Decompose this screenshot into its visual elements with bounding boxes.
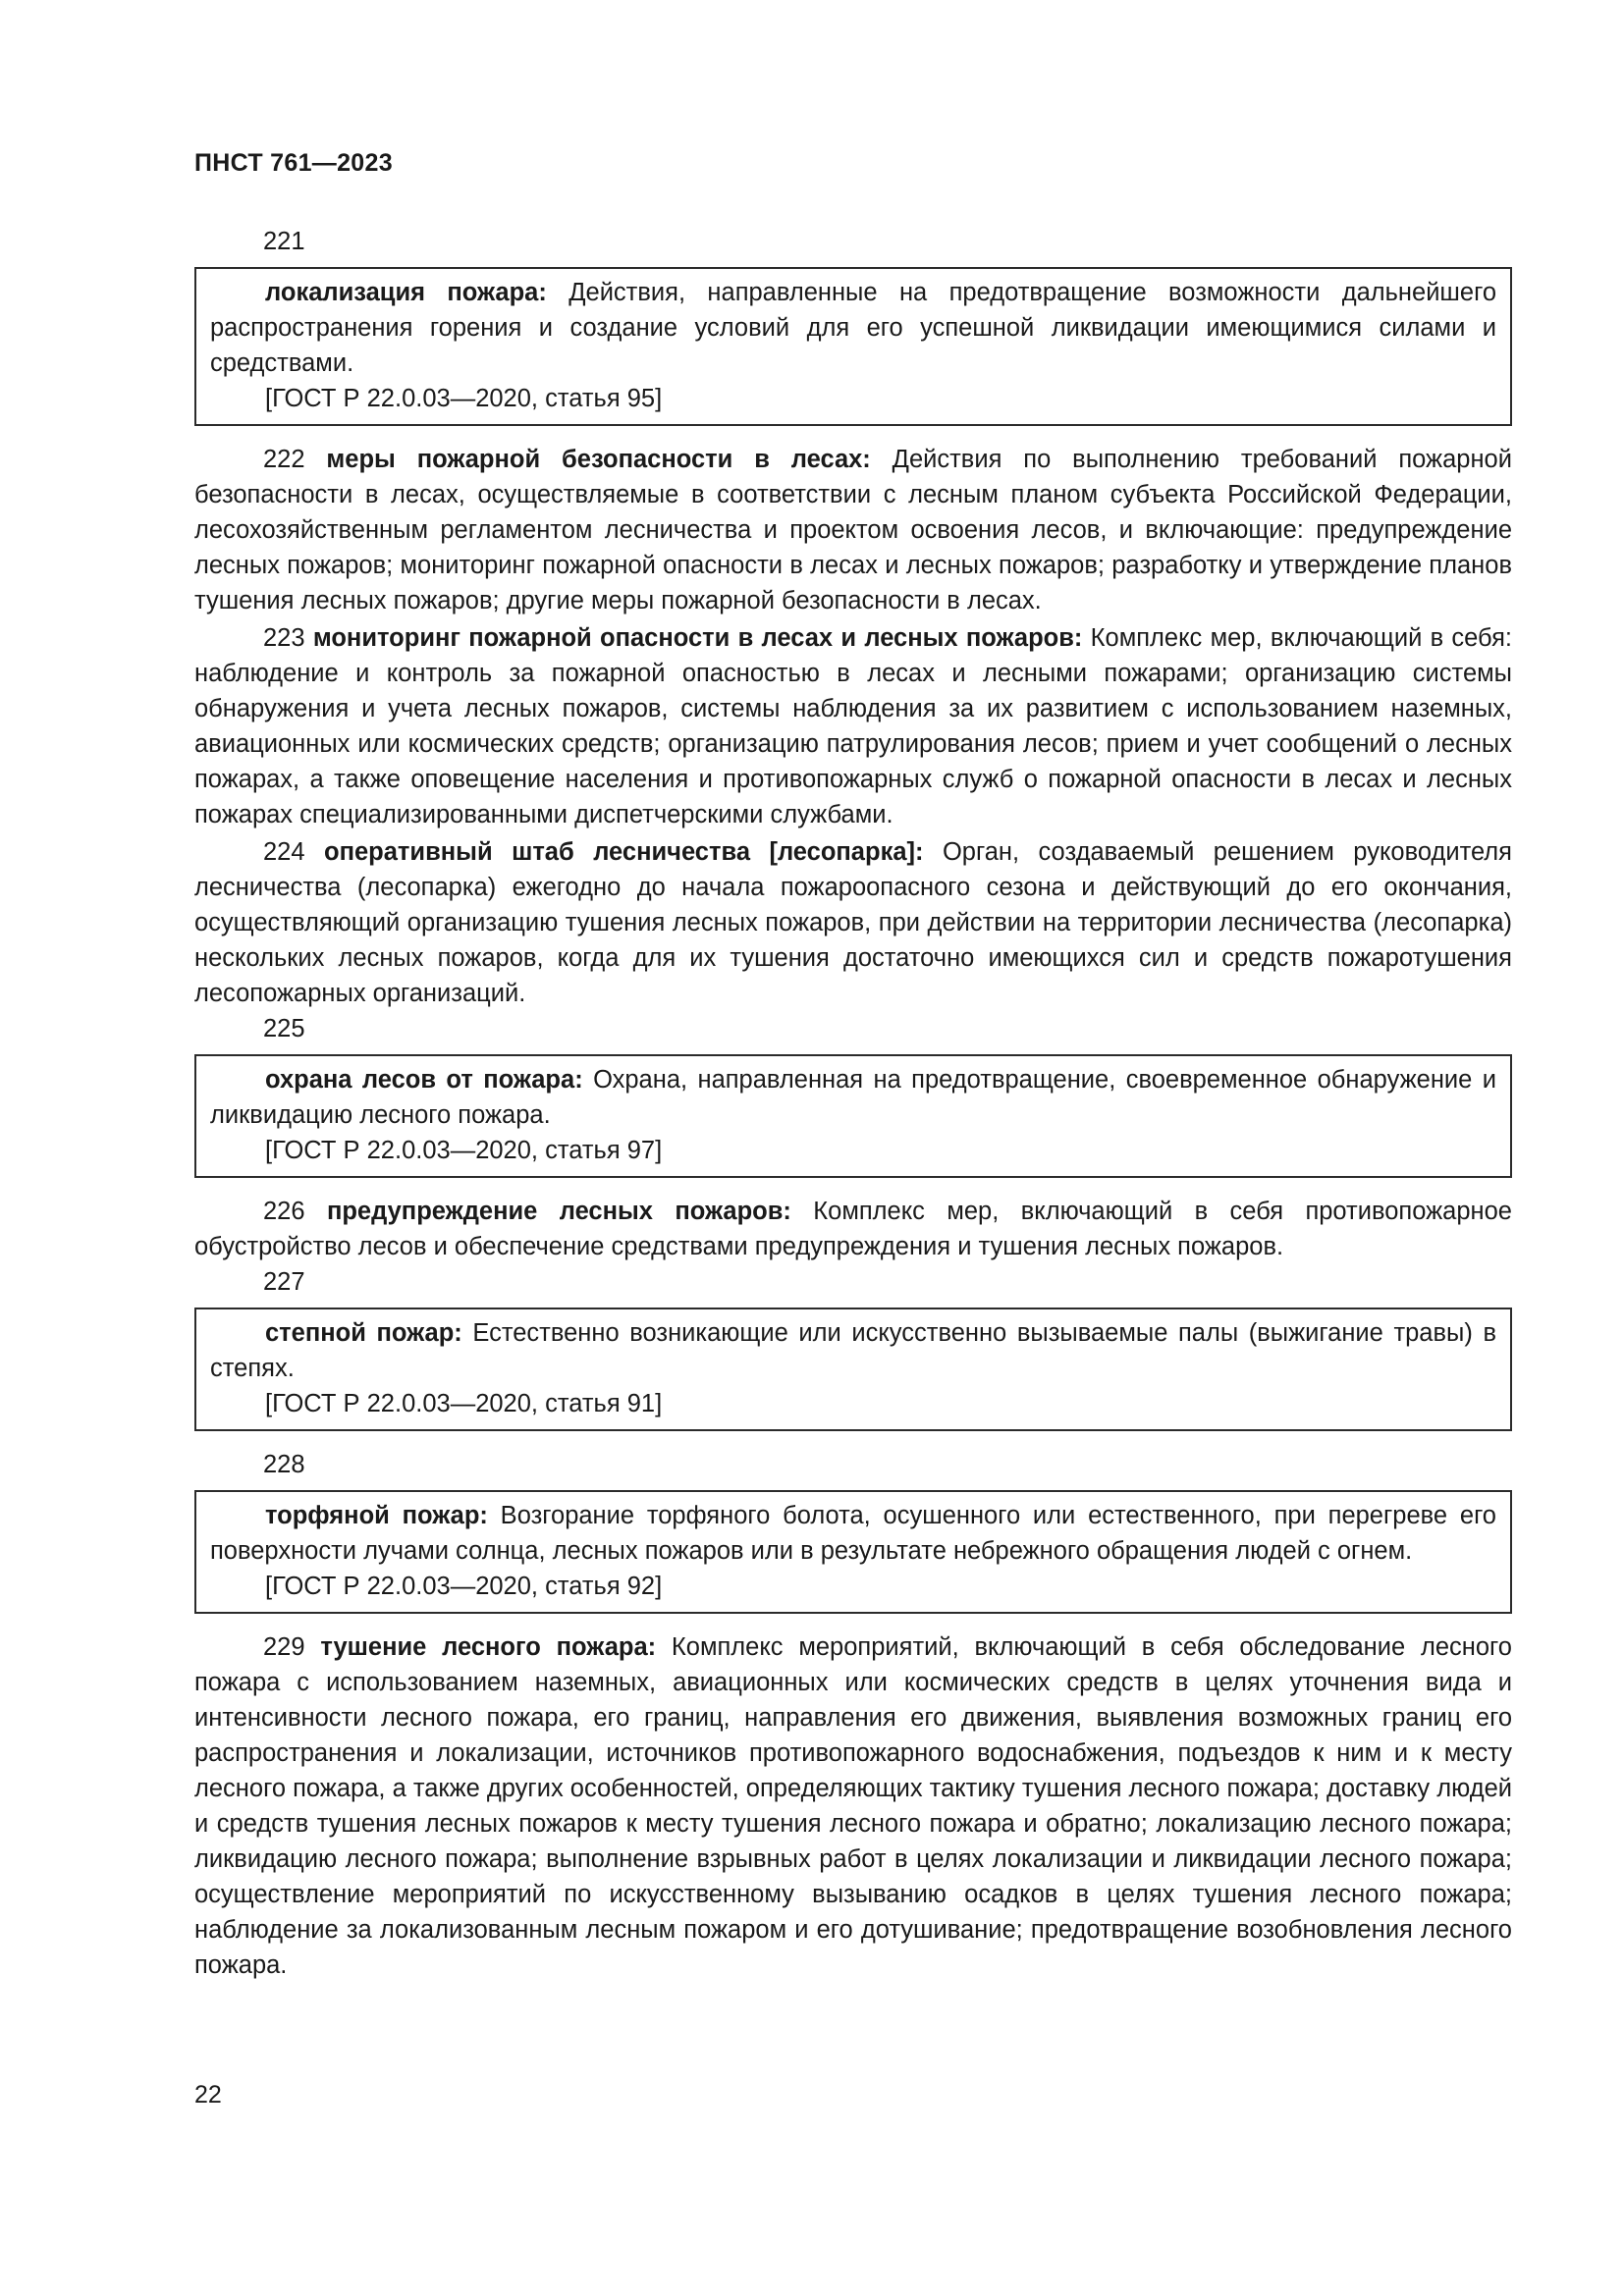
quoted-term-box-228: [194, 1490, 1512, 1614]
entry-number-226: 226: [263, 1198, 305, 1225]
entry-229: [194, 1629, 1512, 1983]
page-number: 22: [194, 2081, 222, 2109]
definition-225: Охрана, направленная на предотвращение, своевременное обнаружение и ликвидацию лесного пожара.: [210, 1066, 1496, 1129]
term-229: тушение лесного пожара:: [320, 1633, 657, 1661]
entry-224: [194, 834, 1512, 1011]
term-222: меры пожарной безопасности в лесах:: [326, 446, 871, 473]
definition-222: Действия по выполнению требований пожарной безопасности в лесах, осуществляемые в соответствии с лесным планом субъекта Российской Федерации, лесохозяйственным регламентом лесничества и проектом освоения лесов, и включающие: предупреждение лесных пожаров; мониторинг пожарной опасности в лесах и лесных пожаров; разработку и утверждение планов тушения лесных пожаров; другие меры пожарной безопасности в лесах.: [194, 446, 1512, 614]
entry-number-223: 223: [263, 624, 305, 652]
term-227: степной пожар:: [265, 1319, 462, 1347]
definition-227: Естественно возникающие или искусственно вызываемые палы (выжигание травы) в степях.: [210, 1319, 1496, 1382]
document-page: [194, 0, 1512, 2296]
entry-number-222: 222: [263, 446, 305, 473]
entry-number-229: 229: [263, 1633, 305, 1661]
entry-text-228: [210, 1498, 1496, 1569]
entry-number-228: 228: [263, 1451, 305, 1478]
source-225: [ГОСТ Р 22.0.03—2020, статья 97]: [265, 1137, 663, 1164]
document-header: ПНСТ 761—2023: [194, 149, 393, 177]
term-228: торфяной пожар:: [265, 1502, 488, 1529]
entry-222: [194, 442, 1512, 618]
entry-number-224: 224: [263, 838, 305, 866]
definition-221: Действия, направленные на предотвращение возможности дальнейшего распространения горения и создание условий для его успешной ликвидации имеющимися силами и средствами.: [210, 279, 1496, 377]
entry-223: [194, 620, 1512, 832]
source-228: [ГОСТ Р 22.0.03—2020, статья 92]: [265, 1573, 663, 1600]
term-226: предупреждение лесных пожаров:: [326, 1198, 791, 1225]
quoted-term-box-221: [194, 267, 1512, 426]
entry-number-227: 227: [263, 1268, 305, 1296]
source-227: [ГОСТ Р 22.0.03—2020, статья 91]: [265, 1390, 663, 1417]
definition-226: Комплекс мер, включающий в себя противопожарное обустройство лесов и обеспечение средствами предупреждения и тушения лесных пожаров.: [194, 1198, 1512, 1260]
definition-224: Орган, создаваемый решением руководителя лесничества (лесопарка) ежегодно до начала пожароопасного сезона и действующий до его окончания, осуществляющий организацию тушения лесных пожаров, при действии на территории лесничества (лесопарка) нескольких лесных пожаров, когда для их тушения достаточно имеющихся сил и средств пожаротушения лесопожарных организаций.: [194, 838, 1512, 1007]
definition-223: Комплекс мер, включающий в себя: наблюдение и контроль за пожарной опасностью в лесах и лесными пожарами; организацию системы обнаружения и учета лесных пожаров, системы наблюдения за их развитием с использованием наземных, авиационных или космических средств; организацию патрулирования лесов; прием и учет сообщений о лесных пожарах, а также оповещение населения и противопожарных служб о пожарной опасности в лесах и лесных пожарах специализированными диспетчерскими службами.: [194, 624, 1512, 828]
entry-number-225: 225: [263, 1015, 305, 1042]
entry-text-227: [210, 1315, 1496, 1386]
entry-number-221: 221: [263, 228, 305, 255]
term-225: охрана лесов от пожара:: [265, 1066, 583, 1094]
term-223: мониторинг пожарной опасности в лесах и лесных пожаров:: [312, 624, 1083, 652]
source-221: [ГОСТ Р 22.0.03—2020, статья 95]: [265, 385, 663, 412]
entry-226: [194, 1194, 1512, 1264]
definition-228: Возгорание торфяного болота, осушенного или естественного, при перегреве его поверхности лучами солнца, лесных пожаров или в результате небрежного обращения людей с огнем.: [210, 1502, 1496, 1565]
document-body: [194, 224, 1512, 1983]
quoted-term-box-225: [194, 1054, 1512, 1178]
term-224: оперативный штаб лесничества [лесопарка]:: [324, 838, 924, 866]
quoted-term-box-227: [194, 1308, 1512, 1431]
entry-text-225: [210, 1062, 1496, 1133]
entry-text-221: [210, 275, 1496, 381]
term-221: локализация пожара:: [265, 279, 547, 306]
definition-229: Комплекс мероприятий, включающий в себя обследование лесного пожара с использованием наземных, авиационных или космических средств в целях уточнения вида и интенсивности лесного пожара, его границ, направления его движения, выявления возможных границ его распространения и локализации, источников противопожарного водоснабжения, подъездов к ним и к месту лесного пожара, а также других особенностей, определяющих тактику тушения лесного пожара; доставку людей и средств тушения лесных пожаров к месту тушения лесного пожара и обратно; локализацию лесного пожара; ликвидацию лесного пожара; выполнение взрывных работ в целях локализации и ликвидации лесного пожара; осуществление мероприятий по искусственному вызыванию осадков в целях тушения лесного пожара; наблюдение за локализованным лесным пожаром и его дотушивание; предотвращение возобновления лесного пожара.: [194, 1633, 1512, 1979]
